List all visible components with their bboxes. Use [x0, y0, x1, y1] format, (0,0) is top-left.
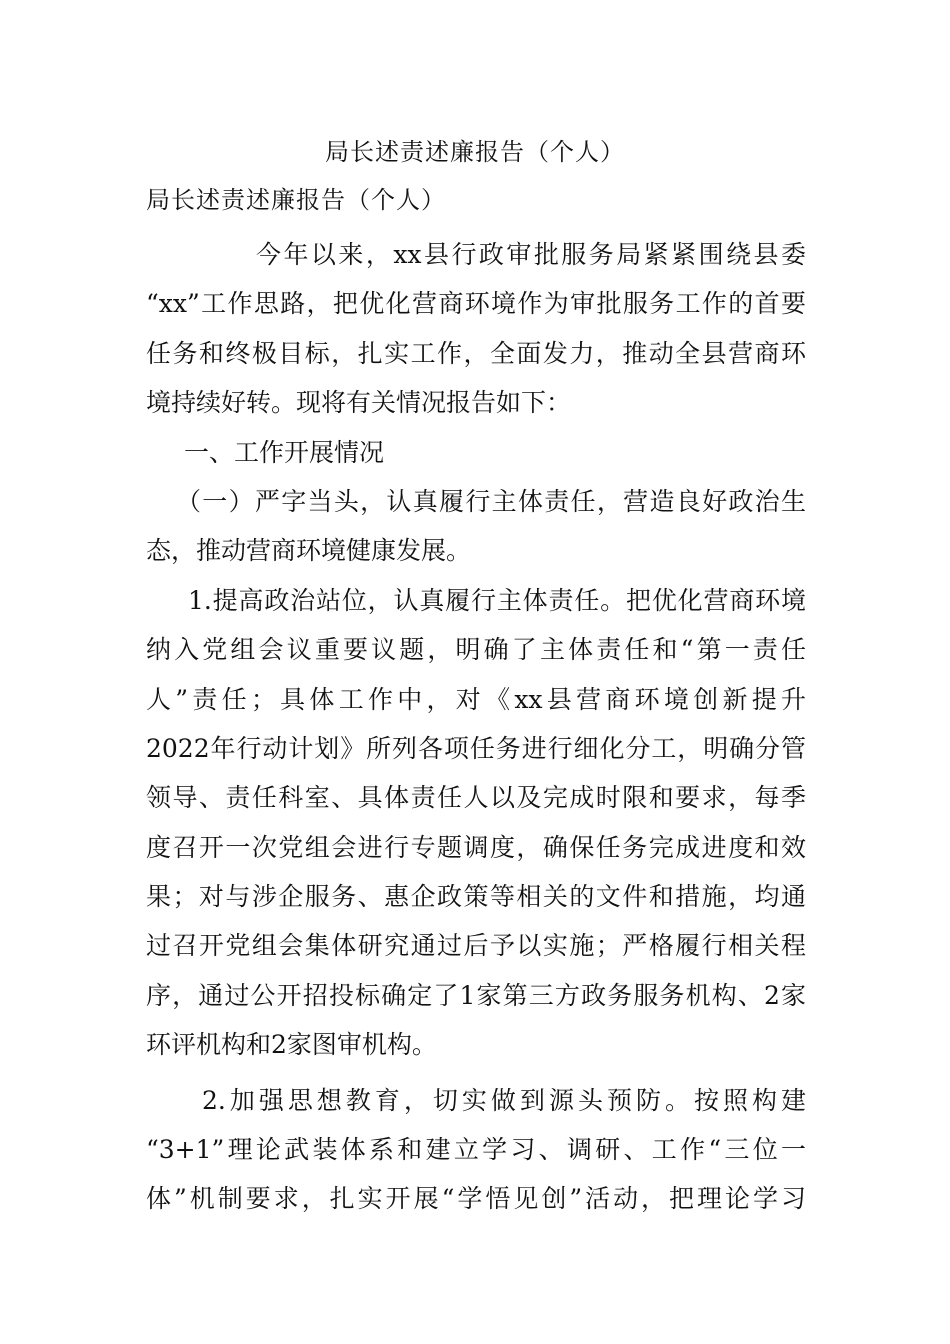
paragraph-line: 任务和终极目标，扎实工作，全面发力，推动全县营商环 — [146, 338, 806, 368]
paragraph-line: 2022年行动计划》所列各项任务进行细化分工，明确分管 — [146, 733, 806, 763]
paragraph-line: 领导、责任科室、具体责任人以及完成时限和要求，每季 — [146, 783, 806, 813]
paragraph-line: 人”责任；具体工作中，对《xx县营商环境创新提升 — [146, 684, 806, 714]
paragraph-line: 1.提高政治站位，认真履行主体责任。把优化营商环境 — [188, 585, 806, 615]
paragraph-line: 度召开一次党组会进行专题调度，确保任务完成进度和效 — [146, 832, 806, 862]
paragraph-line: 体”机制要求，扎实开展“学悟见创”活动，把理论学习 — [146, 1184, 806, 1214]
paragraph-line: “xx”工作思路，把优化营商环境作为审批服务工作的首要 — [146, 289, 806, 319]
document-body — [146, 230, 806, 1224]
paragraph-line: 序，通过公开招投标确定了1家第三方政务服务机构、2家 — [146, 980, 806, 1010]
subsection-heading: （一）严字当头，认真履行主体责任，营造良好政治生 — [176, 486, 806, 516]
paragraph-line: 今年以来，xx县行政审批服务局紧紧围绕县委 — [256, 240, 806, 269]
paragraph-line: 2.加强思想教育，切实做到源头预防。按照构建 — [202, 1085, 806, 1115]
subsection-heading: 态，推动营商环境健康发展。 — [146, 536, 472, 566]
paragraph-line: 环评机构和2家图审机构。 — [146, 1030, 437, 1060]
paragraph-line: 果；对与涉企服务、惠企政策等相关的文件和措施，均通 — [146, 882, 806, 912]
document-subtitle: 局长述责述廉报告（个人） — [146, 186, 446, 214]
document-title: 局长述责述廉报告（个人） — [325, 138, 625, 166]
paragraph-line: “3+1”理论武装体系和建立学习、调研、工作“三位一 — [146, 1135, 806, 1165]
paragraph-line: 过召开党组会集体研究通过后予以实施；严格履行相关程 — [146, 931, 806, 961]
section-heading: 一、工作开展情况 — [184, 437, 385, 467]
paragraph-line: 纳入党组会议重要议题，明确了主体责任和“第一责任 — [146, 635, 806, 665]
paragraph-line: 境持续好转。现将有关情况报告如下： — [146, 388, 572, 418]
